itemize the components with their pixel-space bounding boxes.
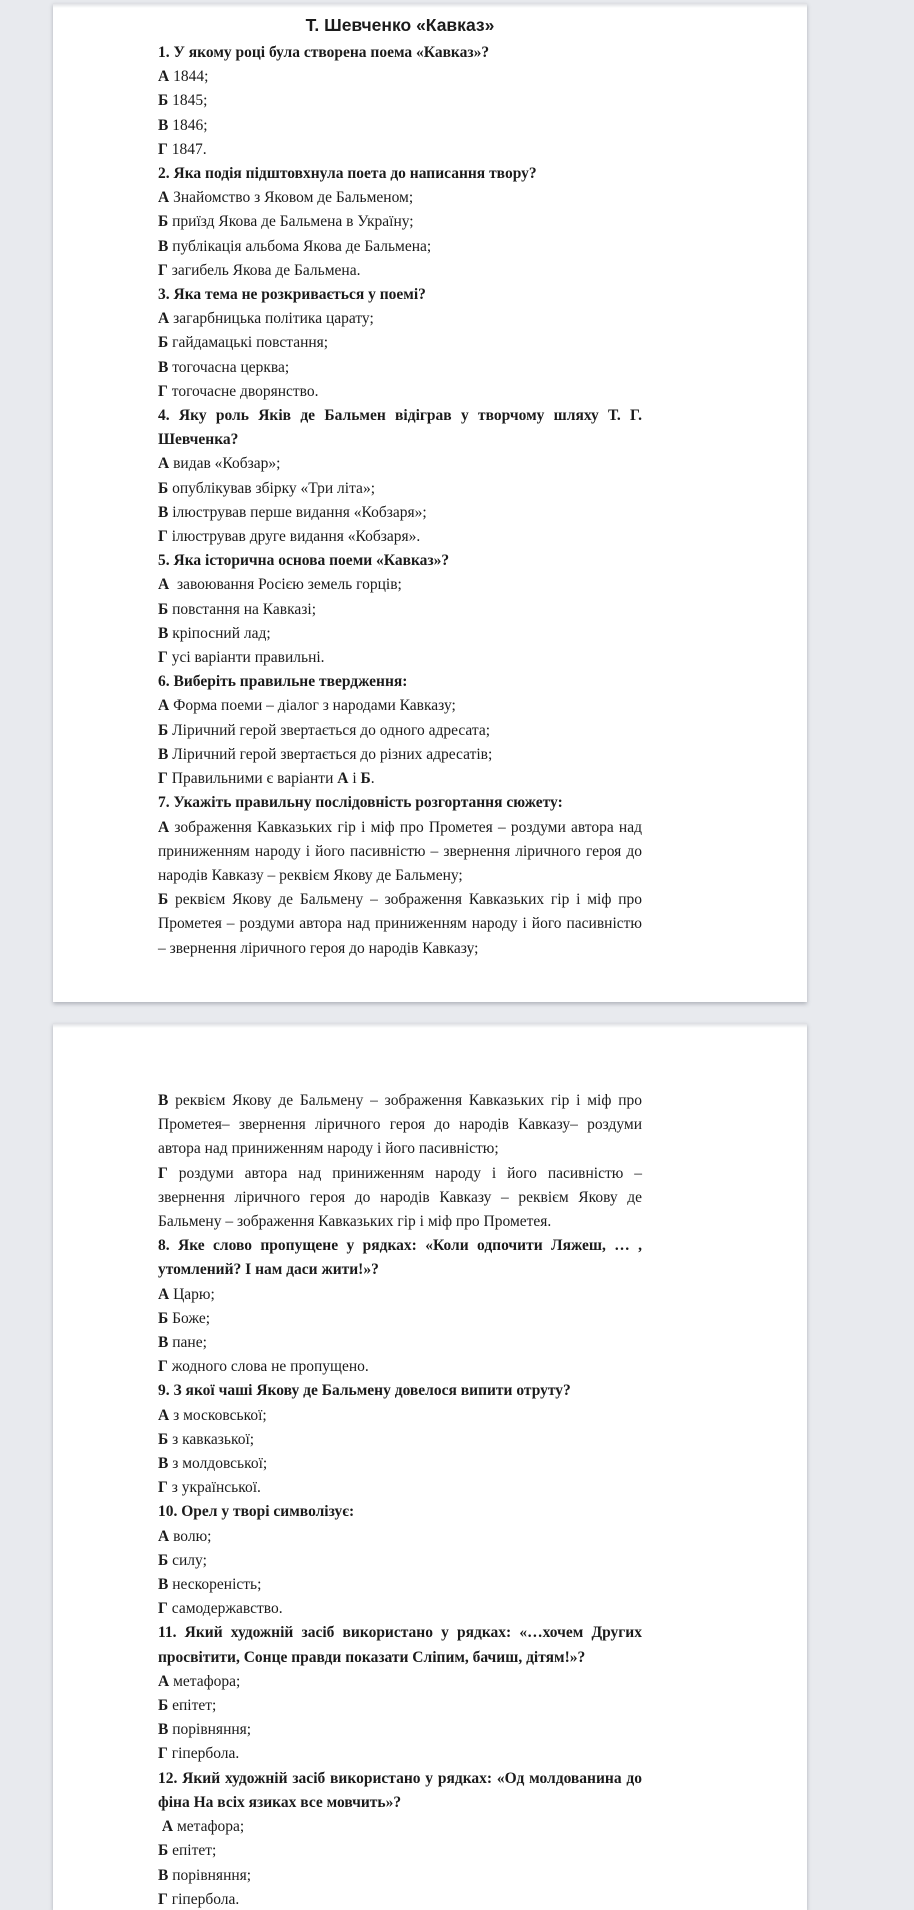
bold-text: Г xyxy=(158,1600,168,1618)
bold-text: А xyxy=(158,68,170,86)
plain-text: нескореність; xyxy=(168,1576,262,1594)
answer-option xyxy=(158,1089,642,1162)
answer-option xyxy=(158,573,642,597)
answer-option xyxy=(158,331,642,355)
answer-option xyxy=(158,1670,642,1694)
plain-text: Ліричний герой звертається до різних адресатів; xyxy=(168,745,493,763)
bold-text: А xyxy=(158,1527,170,1545)
plain-text: і xyxy=(348,770,361,788)
plain-text: Ліричний герой звертається до одного адресата; xyxy=(168,721,491,739)
answer-option xyxy=(158,1331,642,1355)
answer-option xyxy=(158,65,642,89)
plain-text: 1847. xyxy=(167,140,207,158)
question-text xyxy=(158,1767,642,1815)
answer-option xyxy=(158,452,642,476)
plain-text: порівняння; xyxy=(168,1721,252,1739)
answer-option xyxy=(158,743,642,767)
answer-option xyxy=(158,1404,642,1428)
bold-text: 5. Яка історична основа поеми «Кавказ»? xyxy=(158,552,450,570)
plain-text: 1845; xyxy=(168,92,208,110)
plain-text: повстання на Кавказі; xyxy=(168,600,317,618)
bold-text: В xyxy=(158,358,169,376)
answer-option xyxy=(158,816,642,889)
bold-text: А xyxy=(158,1285,170,1303)
bold-text: Т. Шевченко «Кавказ» xyxy=(305,15,495,35)
answer-option xyxy=(158,1525,642,1549)
answer-option xyxy=(158,598,642,622)
question-text xyxy=(158,1621,642,1669)
question-text xyxy=(158,283,642,307)
page-2-content xyxy=(53,1023,807,1910)
bold-text: Г xyxy=(158,382,168,400)
bold-text: 2. Яка подія підштовхнула поета до написання твору? xyxy=(158,165,537,183)
question-text xyxy=(158,549,642,573)
bold-text: А xyxy=(158,310,170,328)
answer-option xyxy=(158,1355,642,1379)
plain-text: загибель Якова де Бальмена. xyxy=(167,261,361,279)
plain-text: ілюстрував друге видання «Кобзаря». xyxy=(167,528,421,546)
plain-text: порівняння; xyxy=(168,1866,252,1884)
bold-text: А xyxy=(158,1672,170,1690)
plain-text: з молдовської; xyxy=(168,1455,268,1473)
bold-text: В xyxy=(158,745,169,763)
plain-text: Форма поеми – діалог з народами Кавказу; xyxy=(169,697,456,715)
document-title xyxy=(158,9,642,41)
answer-option xyxy=(158,1428,642,1452)
bold-text: Б xyxy=(158,600,169,618)
plain-text: видав «Кобзар»; xyxy=(169,455,281,473)
page-1 xyxy=(53,3,807,1002)
answer-option xyxy=(158,186,642,210)
question-text xyxy=(158,1379,642,1403)
plain-text: Знайомство з Яковом де Бальменом; xyxy=(169,189,414,207)
plain-text: епітет; xyxy=(168,1842,217,1860)
bold-text: В xyxy=(158,1721,169,1739)
answer-option xyxy=(158,477,642,501)
bold-text: В xyxy=(158,1576,169,1594)
plain-text: публікація альбома Якова де Бальмена; xyxy=(168,237,432,255)
bold-text: Г xyxy=(158,1890,168,1908)
answer-option xyxy=(158,1162,642,1235)
bold-text: Г xyxy=(158,1479,168,1497)
plain-text: з московської; xyxy=(169,1406,267,1424)
bold-text: В xyxy=(158,624,169,642)
bold-text: В xyxy=(158,1866,169,1884)
plain-text: реквієм Якову де Бальмену – зображення Кавказьких гір і міф про Прометея– звернення ліричного героя до народів Кавказу– роздуми автора над приниженням народу і його пасивністю; xyxy=(158,1092,642,1158)
question-text xyxy=(158,791,642,815)
plain-text: пане; xyxy=(168,1334,207,1352)
answer-option xyxy=(158,719,642,743)
answer-option xyxy=(158,307,642,331)
plain-text: жодного слова не пропущено. xyxy=(167,1358,369,1376)
question-text xyxy=(158,1234,642,1282)
plain-text: Царю; xyxy=(169,1285,215,1303)
plain-text: силу; xyxy=(168,1551,207,1569)
bold-text: Г xyxy=(158,528,168,546)
bold-text: Г xyxy=(158,1164,168,1182)
answer-option xyxy=(158,89,642,113)
answer-option xyxy=(158,767,642,791)
bold-text: А xyxy=(158,189,170,207)
plain-text: роздуми автора над приниженням народу і його пасивністю – звернення ліричного героя до народів Кавказу – реквієм Якову де Бальмену – зображення Кавказьких гір і міф про Прометея. xyxy=(158,1164,642,1231)
bold-text: Б xyxy=(158,1551,169,1569)
plain-text: усі варіанти правильні. xyxy=(167,649,325,667)
bold-text: А xyxy=(158,1406,170,1424)
answer-option xyxy=(158,1888,642,1910)
answer-option xyxy=(158,888,642,961)
answer-option xyxy=(158,259,642,283)
plain-text: опублікував збірку «Три літа»; xyxy=(168,479,375,497)
question-text xyxy=(158,162,642,186)
plain-text: зображення Кавказьких гір і міф про Прометея – роздуми автора над приниженням народу і його пасивністю – звернення ліричного героя до народів Кавказу – реквієм Якову де Бальмену; xyxy=(158,818,642,884)
answer-option xyxy=(158,1476,642,1500)
plain-text: самодержавство. xyxy=(167,1600,283,1618)
bold-text: 1. У якому році була створена поема «Кавказ»? xyxy=(158,44,490,61)
plain-text: волю; xyxy=(169,1527,212,1545)
bold-text: Б xyxy=(158,1842,169,1860)
plain-text: гіпербола. xyxy=(167,1745,240,1763)
bold-text: В xyxy=(158,503,169,521)
plain-text: Правильними є варіанти xyxy=(167,770,338,788)
answer-option xyxy=(158,1864,642,1888)
plain-text: метафора; xyxy=(173,1818,245,1836)
answer-option xyxy=(158,1283,642,1307)
bold-text: Г xyxy=(158,261,168,279)
plain-text: 1846; xyxy=(168,116,208,134)
bold-text: Б xyxy=(158,334,169,352)
answer-option xyxy=(158,1718,642,1742)
bold-text: 8. Яке слово пропущене у рядках: «Коли одпочити Ляжеш, … , утомлений? І нам даси жити!»? xyxy=(158,1237,642,1279)
plain-text: метафора; xyxy=(169,1672,241,1690)
bold-text: Б xyxy=(360,770,371,788)
answer-option xyxy=(158,622,642,646)
answer-option xyxy=(158,114,642,138)
plain-text: гіпербола. xyxy=(167,1890,240,1908)
bold-text: В xyxy=(158,1092,169,1109)
bold-text: Г xyxy=(158,1358,168,1376)
answer-option xyxy=(158,235,642,259)
question-text xyxy=(158,670,642,694)
answer-option xyxy=(158,1694,642,1718)
plain-text: з української. xyxy=(167,1479,261,1497)
bold-text: А xyxy=(158,455,170,473)
plain-text: епітет; xyxy=(168,1697,217,1715)
bold-text: В xyxy=(158,1455,169,1473)
answer-option xyxy=(158,1839,642,1863)
bold-text: Б xyxy=(158,1430,169,1448)
answer-option xyxy=(158,646,642,670)
bold-text: Б xyxy=(158,1697,169,1715)
bold-text: 10. Орел у творі символізує: xyxy=(158,1503,355,1521)
bold-text: Б xyxy=(158,891,169,909)
answer-option xyxy=(158,1573,642,1597)
bold-text: 9. З якої чаші Якову де Бальмену довелося випити отруту? xyxy=(158,1382,571,1400)
plain-text: ілюстрував перше видання «Кобзаря»; xyxy=(168,503,427,521)
bold-text: А xyxy=(337,770,349,788)
bold-text: Г xyxy=(158,1745,168,1763)
plain-text: гайдамацькі повстання; xyxy=(168,334,329,352)
plain-text: реквієм Якову де Бальмену – зображення Кавказьких гір і міф про Прометея – роздуми автора над приниженням народу і його пасивністю – звернення ліричного героя до народів Кавказу; xyxy=(158,891,642,957)
plain-text: кріпосний лад; xyxy=(168,624,271,642)
page-1-content xyxy=(53,3,807,961)
bold-text: Г xyxy=(158,140,168,158)
answer-option xyxy=(158,501,642,525)
answer-option xyxy=(158,1815,642,1839)
bold-text: Г xyxy=(158,649,168,667)
bold-text: В xyxy=(158,237,169,255)
bold-text: А xyxy=(158,576,170,594)
bold-text: В xyxy=(158,116,169,134)
bold-text: 3. Яка тема не розкривається у поемі? xyxy=(158,286,426,304)
plain-text: тогочасна церква; xyxy=(168,358,290,376)
question-text xyxy=(158,404,642,452)
bold-text: Б xyxy=(158,1309,169,1327)
bold-text: А xyxy=(158,818,170,836)
answer-option xyxy=(158,138,642,162)
answer-option xyxy=(158,1742,642,1766)
question-text xyxy=(158,1500,642,1524)
bold-text: 11. Який художній засіб використано у рядках: «…хочем Других просвітити, Сонце правди показати Сліпим, бачиш, дітям!»? xyxy=(158,1624,642,1666)
answer-option xyxy=(158,380,642,404)
plain-text: тогочасне дворянство. xyxy=(167,382,319,400)
bold-text: 7. Укажіть правильну послідовність розгортання сюжету: xyxy=(158,794,563,812)
question-text xyxy=(158,41,642,65)
answer-option xyxy=(158,356,642,380)
plain-text: приїзд Якова де Бальмена в Україну; xyxy=(168,213,414,231)
plain-text: Боже; xyxy=(168,1309,211,1327)
bold-text: Б xyxy=(158,92,169,110)
answer-option xyxy=(158,1307,642,1331)
plain-text: завоювання Росією земель горців; xyxy=(169,576,402,594)
answer-option xyxy=(158,1549,642,1573)
bold-text: Б xyxy=(158,721,169,739)
answer-option xyxy=(158,210,642,234)
bold-text: Б xyxy=(158,213,169,231)
plain-text: . xyxy=(370,770,375,788)
answer-option xyxy=(158,1452,642,1476)
answer-option xyxy=(158,1597,642,1621)
bold-text: 12. Який художній засіб використано у рядках: «Од молдованина до фіна На всіх язиках все мовчить»? xyxy=(158,1769,642,1811)
bold-text: А xyxy=(158,1818,174,1836)
answer-option xyxy=(158,525,642,549)
bold-text: А xyxy=(158,697,170,715)
plain-text: з кавказької; xyxy=(168,1430,255,1448)
plain-text: загарбницька політика царату; xyxy=(169,310,374,328)
bold-text: 4. Яку роль Яків де Бальмен відіграв у творчому шляху Т. Г. Шевченка? xyxy=(158,407,642,449)
answer-option xyxy=(158,694,642,718)
bold-text: Г xyxy=(158,770,168,788)
page-2 xyxy=(53,1023,807,1910)
bold-text: В xyxy=(158,1334,169,1352)
bold-text: 6. Виберіть правильне твердження: xyxy=(158,673,408,691)
bold-text: Б xyxy=(158,479,169,497)
plain-text: 1844; xyxy=(169,68,209,86)
